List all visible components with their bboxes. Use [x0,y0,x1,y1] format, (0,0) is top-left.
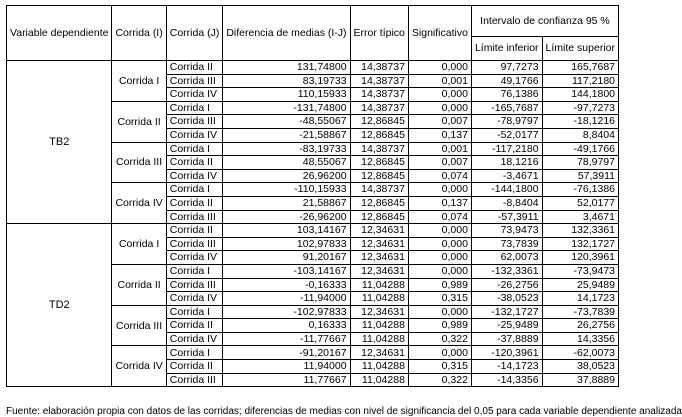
lower-bound-cell: 73,7839 [471,237,542,251]
upper-bound-cell: 3,4671 [542,210,618,224]
lower-bound-cell: -38,0523 [471,292,542,306]
std-error-cell: 12,86845 [350,115,408,129]
upper-bound-cell: -73,9473 [542,264,618,278]
significance-cell: 0,007 [408,156,471,170]
std-error-cell: 11,04288 [350,319,408,333]
corrida-j-cell: Corrida III [166,74,223,88]
significance-cell: 0,000 [408,346,471,360]
variable-cell: TD2 [7,224,112,387]
lower-bound-cell: -8,8404 [471,196,542,210]
lower-bound-cell: -57,3911 [471,210,542,224]
mean-difference-cell: 48,55067 [223,156,350,170]
header-error: Error típico [350,6,408,61]
corrida-j-cell: Corrida II [166,360,223,374]
upper-bound-cell: 14,3356 [542,332,618,346]
significance-cell: 0,001 [408,74,471,88]
significance-cell: 0,000 [408,251,471,265]
corrida-i-cell: Corrida III [112,142,166,183]
upper-bound-cell: -73,7839 [542,305,618,319]
header-intervalo: Intervalo de confianza 95 % [471,6,618,37]
corrida-j-cell: Corrida I [166,346,223,360]
corrida-i-cell: Corrida IV [112,183,166,224]
upper-bound-cell: 117,2180 [542,74,618,88]
significance-cell: 0,315 [408,292,471,306]
corrida-j-cell: Corrida III [166,373,223,387]
significance-cell: 0,001 [408,142,471,156]
corrida-i-cell: Corrida II [112,101,166,142]
mean-difference-cell: 0,16333 [223,319,350,333]
significance-cell: 0,000 [408,61,471,75]
std-error-cell: 12,34631 [350,305,408,319]
mean-difference-cell: 83,19733 [223,74,350,88]
upper-bound-cell: 14,1723 [542,292,618,306]
mean-difference-cell: -102,97833 [223,305,350,319]
mean-difference-cell: -11,94000 [223,292,350,306]
corrida-i-cell: Corrida II [112,264,166,305]
significance-cell: 0,000 [408,183,471,197]
header-limite-inferior: Límite inferior [471,37,542,61]
significance-cell: 0,000 [408,264,471,278]
significance-cell: 0,074 [408,169,471,183]
std-error-cell: 14,38737 [350,74,408,88]
lower-bound-cell: 76,1386 [471,88,542,102]
significance-cell: 0,000 [408,224,471,238]
lower-bound-cell: -14,1723 [471,360,542,374]
significance-cell: 0,315 [408,360,471,374]
upper-bound-cell: -76,1386 [542,183,618,197]
lower-bound-cell: 49,1766 [471,74,542,88]
std-error-cell: 14,38737 [350,142,408,156]
corrida-j-cell: Corrida III [166,210,223,224]
std-error-cell: 12,34631 [350,251,408,265]
corrida-j-cell: Corrida I [166,183,223,197]
mean-difference-cell: 11,77667 [223,373,350,387]
mean-difference-cell: 21,58867 [223,196,350,210]
upper-bound-cell: 78,9797 [542,156,618,170]
header-limite-superior: Límite superior [542,37,618,61]
std-error-cell: 11,04288 [350,332,408,346]
mean-difference-cell: -91,20167 [223,346,350,360]
corrida-j-cell: Corrida IV [166,251,223,265]
corrida-j-cell: Corrida I [166,142,223,156]
upper-bound-cell: 8,8404 [542,128,618,142]
clipped-footer [0,406,682,417]
header-diferencia: Diferencia de medias (I-J) [223,6,350,61]
corrida-j-cell: Corrida III [166,278,223,292]
corrida-j-cell: Corrida IV [166,292,223,306]
std-error-cell: 12,86845 [350,128,408,142]
table-row [7,61,619,75]
lower-bound-cell: 18,1216 [471,156,542,170]
header-row [7,6,619,37]
upper-bound-cell: -97,7273 [542,101,618,115]
lower-bound-cell: 62,0073 [471,251,542,265]
significance-cell: 0,000 [408,305,471,319]
std-error-cell: 11,04288 [350,292,408,306]
corrida-i-cell: Corrida I [112,224,166,265]
corrida-j-cell: Corrida I [166,264,223,278]
mean-difference-cell: -131,74800 [223,101,350,115]
mean-difference-cell: -48,55067 [223,115,350,129]
upper-bound-cell: 57,3911 [542,169,618,183]
corrida-j-cell: Corrida II [166,319,223,333]
significance-cell: 0,137 [408,128,471,142]
lower-bound-cell: -26,2756 [471,278,542,292]
std-error-cell: 12,86845 [350,169,408,183]
mean-difference-cell: -11,77667 [223,332,350,346]
corrida-j-cell: Corrida I [166,101,223,115]
lower-bound-cell: -120,3961 [471,346,542,360]
mean-difference-cell: -26,96200 [223,210,350,224]
upper-bound-cell: 26,2756 [542,319,618,333]
corrida-i-cell: Corrida IV [112,346,166,387]
corrida-j-cell: Corrida IV [166,169,223,183]
mean-difference-cell: -0,16333 [223,278,350,292]
header-corrida-i: Corrida (I) [112,6,166,61]
significance-cell: 0,074 [408,210,471,224]
std-error-cell: 12,86845 [350,156,408,170]
mean-difference-cell: 26,96200 [223,169,350,183]
footer-text: Fuente: elaboración propia con datos de las corridas; diferencias de medias con nivel de significancia del 0,05 para cada variable dependiente analizada [6,406,682,417]
upper-bound-cell: 165,7687 [542,61,618,75]
corrida-j-cell: Corrida IV [166,128,223,142]
upper-bound-cell: 52,0177 [542,196,618,210]
corrida-j-cell: Corrida I [166,305,223,319]
significance-cell: 0,989 [408,278,471,292]
std-error-cell: 12,34631 [350,237,408,251]
significance-cell: 0,000 [408,101,471,115]
variable-cell: TB2 [7,61,112,224]
upper-bound-cell: 38,0523 [542,360,618,374]
lower-bound-cell: 73,9473 [471,224,542,238]
upper-bound-cell: -18,1216 [542,115,618,129]
corrida-j-cell: Corrida II [166,224,223,238]
std-error-cell: 12,86845 [350,196,408,210]
lower-bound-cell: -25,9489 [471,319,542,333]
corrida-j-cell: Corrida II [166,156,223,170]
mean-difference-cell: -21,58867 [223,128,350,142]
std-error-cell: 12,86845 [350,210,408,224]
mean-difference-cell: -110,15933 [223,183,350,197]
header-variable: Variable dependiente [7,6,112,61]
lower-bound-cell: 97,7273 [471,61,542,75]
mean-difference-cell: -83,19733 [223,142,350,156]
lower-bound-cell: -37,8889 [471,332,542,346]
significance-cell: 0,989 [408,319,471,333]
lower-bound-cell: -144,1800 [471,183,542,197]
significance-cell: 0,322 [408,332,471,346]
upper-bound-cell: 132,1727 [542,237,618,251]
corrida-j-cell: Corrida III [166,115,223,129]
std-error-cell: 12,34631 [350,224,408,238]
mean-difference-cell: 91,20167 [223,251,350,265]
mean-difference-cell: 11,94000 [223,360,350,374]
corrida-j-cell: Corrida II [166,196,223,210]
corrida-i-cell: Corrida III [112,305,166,346]
std-error-cell: 14,38737 [350,88,408,102]
corrida-i-cell: Corrida I [112,61,166,102]
mean-difference-cell: 131,74800 [223,61,350,75]
mean-difference-cell: 110,15933 [223,88,350,102]
lower-bound-cell: -14,3356 [471,373,542,387]
upper-bound-cell: 144,1800 [542,88,618,102]
upper-bound-cell: 120,3961 [542,251,618,265]
significance-cell: 0,322 [408,373,471,387]
upper-bound-cell: 37,8889 [542,373,618,387]
significance-cell: 0,007 [408,115,471,129]
significance-cell: 0,000 [408,237,471,251]
std-error-cell: 14,38737 [350,101,408,115]
lower-bound-cell: -117,2180 [471,142,542,156]
header-significativo: Significativo [408,6,471,61]
corrida-j-cell: Corrida III [166,237,223,251]
std-error-cell: 12,34631 [350,346,408,360]
corrida-j-cell: Corrida IV [166,332,223,346]
multiple-comparisons-table [6,5,619,387]
lower-bound-cell: -3,4671 [471,169,542,183]
significance-cell: 0,137 [408,196,471,210]
corrida-j-cell: Corrida IV [166,88,223,102]
upper-bound-cell: 132,3361 [542,224,618,238]
lower-bound-cell: -132,1727 [471,305,542,319]
std-error-cell: 12,34631 [350,264,408,278]
std-error-cell: 11,04288 [350,278,408,292]
mean-difference-cell: 103,14167 [223,224,350,238]
std-error-cell: 11,04288 [350,373,408,387]
lower-bound-cell: -132,3361 [471,264,542,278]
lower-bound-cell: -78,9797 [471,115,542,129]
corrida-j-cell: Corrida II [166,61,223,75]
mean-difference-cell: 102,97833 [223,237,350,251]
upper-bound-cell: 25,9489 [542,278,618,292]
mean-difference-cell: -103,14167 [223,264,350,278]
significance-cell: 0,000 [408,88,471,102]
std-error-cell: 11,04288 [350,360,408,374]
upper-bound-cell: -49,1766 [542,142,618,156]
lower-bound-cell: -165,7687 [471,101,542,115]
std-error-cell: 14,38737 [350,61,408,75]
upper-bound-cell: -62,0073 [542,346,618,360]
lower-bound-cell: -52,0177 [471,128,542,142]
header-corrida-j: Corrida (J) [166,6,223,61]
std-error-cell: 14,38737 [350,183,408,197]
table-row [7,224,619,238]
